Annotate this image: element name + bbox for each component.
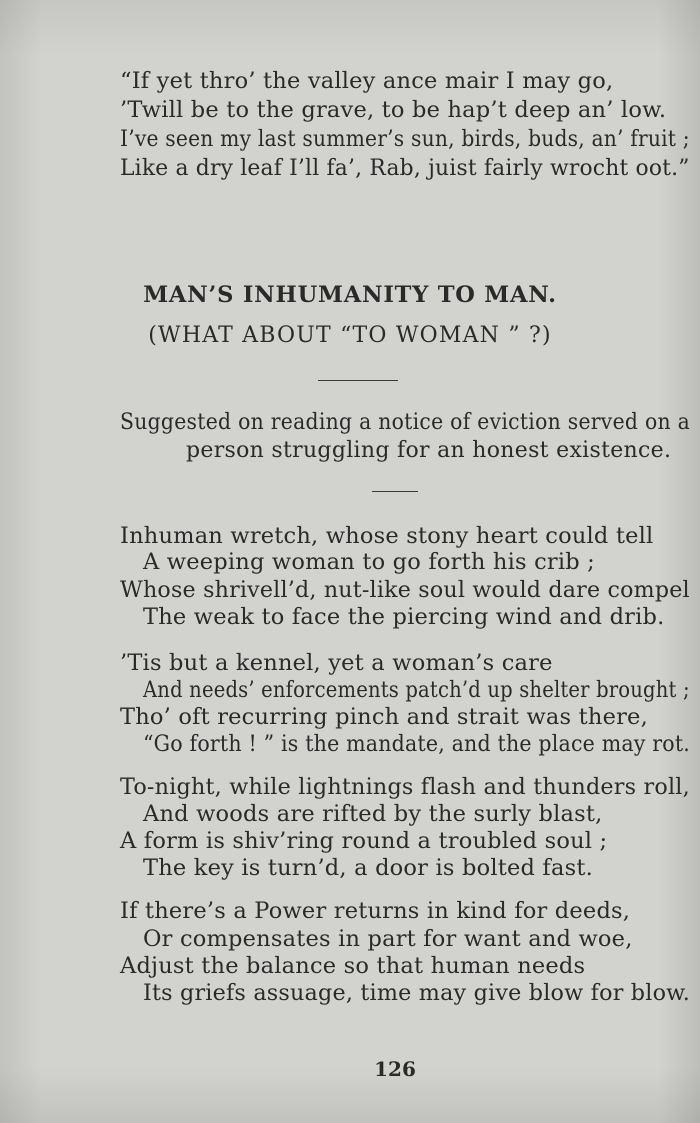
verse-line: I’ve seen my last summer’s sun, birds, buds, an’ fruit ;	[120, 126, 690, 152]
verse-line: “If yet thro’ the valley ance mair I may go,	[120, 68, 614, 94]
verse-line: Or compensates in part for want and woe,	[143, 926, 633, 952]
intro-line: Suggested on reading a notice of eviction served on a	[120, 410, 691, 435]
divider-rule	[372, 491, 418, 492]
verse-line: The weak to face the piercing wind and drib.	[143, 604, 665, 630]
verse-line: Its griefs assuage, time may give blow for blow.	[143, 980, 691, 1006]
verse-line: The key is turn’d, a door is bolted fast.	[143, 855, 593, 881]
verse-line: A weeping woman to go forth his crib ;	[143, 549, 595, 575]
verse-line: And woods are rifted by the surly blast,	[143, 801, 603, 827]
verse-line: ’Twill be to the grave, to be hap’t deep an’ low.	[120, 97, 667, 123]
verse-line: “Go forth ! ” is the mandate, and the place may rot.	[143, 731, 691, 757]
verse-line: ’Tis but a kennel, yet a woman’s care	[120, 650, 553, 676]
verse-line: Adjust the balance so that human needs	[120, 953, 586, 979]
verse-line: If there’s a Power returns in kind for deeds,	[120, 898, 631, 924]
verse-line: Whose shrivell’d, nut-like soul would dare compel	[120, 577, 690, 603]
verse-line: Inhuman wretch, whose stony heart could tell	[120, 523, 654, 549]
poem-title: MAN’S INHUMANITY TO MAN.	[143, 282, 557, 308]
verse-line: Tho’ oft recurring pinch and strait was there,	[120, 704, 648, 730]
verse-line: A form is shiv’ring round a troubled soul ;	[120, 828, 608, 854]
verse-line: And needs’ enforcements patch’d up shelter brought ;	[143, 677, 690, 703]
poem-subtitle: (WHAT ABOUT “TO WOMAN ” ?)	[148, 323, 552, 348]
verse-line: To-night, while lightnings flash and thunders roll,	[120, 774, 690, 800]
page-number: 126	[374, 1057, 416, 1081]
divider-rule	[318, 380, 398, 381]
intro-line: person struggling for an honest existence.	[186, 438, 672, 463]
verse-line: Like a dry leaf I’ll fa’, Rab, juist fairly wrocht oot.”	[120, 155, 690, 181]
